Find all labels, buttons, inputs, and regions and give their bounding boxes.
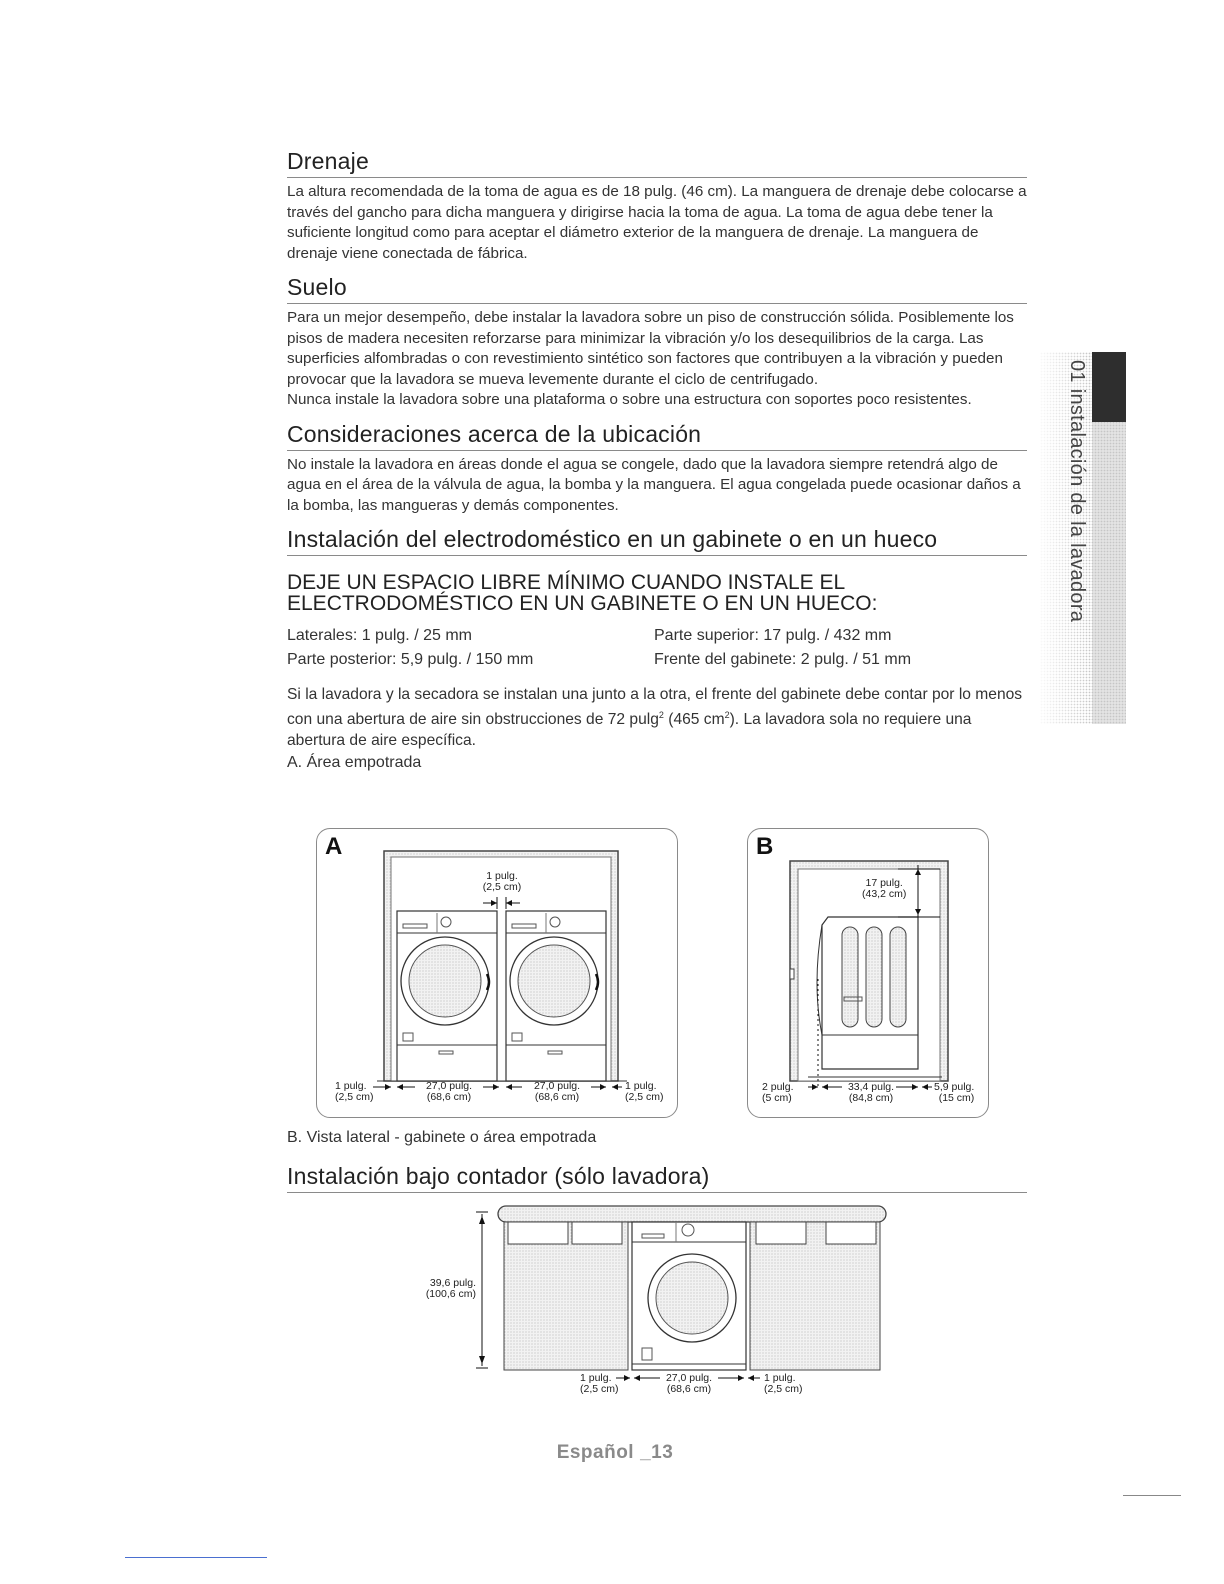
- figure-b-drawing: [748, 829, 988, 1117]
- spec-laterales: Laterales: 1 pulg. / 25 mm: [287, 627, 472, 644]
- figure-a-width-2: [527, 1081, 587, 1103]
- clearance-col-right: [654, 624, 1021, 672]
- figure-c-drawing: [420, 1202, 890, 1412]
- figure-c-height-in: 39,6 pulg.: [429, 1277, 476, 1289]
- figure-c-width-cm: (68,6 cm): [666, 1383, 712, 1395]
- section-title-ubicacion: Consideraciones acerca de la ubicación: [287, 421, 1027, 451]
- figure-a-left-dim-cm: (2,5 cm): [335, 1091, 374, 1103]
- clearance-col-left: [287, 624, 654, 672]
- figure-a-gap-top-cm: (2,5 cm): [482, 881, 522, 893]
- figure-b-rear-dim: [934, 1082, 974, 1104]
- figure-c-height-dim: [424, 1278, 476, 1300]
- figure-b-side-view: [747, 828, 989, 1118]
- chapter-tab-label: 01 instalación de la lavadora: [1066, 360, 1088, 623]
- figure-b-top-dim-in: 17 pulg.: [865, 877, 903, 889]
- air-sup-2: 2: [724, 710, 730, 720]
- figure-b-depth-dim-in: 33,4 pulg.: [847, 1081, 895, 1093]
- section-title-contador: Instalación bajo contador (sólo lavadora): [287, 1163, 1027, 1193]
- figure-a-right-dim-cm: (2,5 cm): [625, 1091, 664, 1103]
- air-text-b: (465 cm: [663, 711, 725, 729]
- spec-frente: Frente del gabinete: 2 pulg. / 51 mm: [654, 651, 912, 668]
- figure-c-right-cm: (2,5 cm): [764, 1383, 803, 1395]
- figure-a-right-dim: [625, 1081, 664, 1103]
- figure-b-front-dim-cm: (5 cm): [762, 1092, 792, 1104]
- figure-c-under-counter: [420, 1202, 890, 1412]
- spec-posterior: Parte posterior: 5,9 pulg. / 150 mm: [287, 651, 534, 668]
- figure-b-top-dim: [862, 878, 906, 900]
- figure-c-right-dim: [764, 1373, 803, 1395]
- figure-a-width-2-in: 27,0 pulg.: [533, 1080, 581, 1092]
- figure-a-width-1-in: 27,0 pulg.: [425, 1080, 473, 1092]
- section-title-drenaje: Drenaje: [287, 148, 1027, 178]
- figure-a-caption: A. Área empotrada: [287, 754, 422, 772]
- suelo-text-1: Para un mejor desempeño, debe instalar la lavadora sobre un piso de construcción sólida. Posiblemente los pisos de madera necesiten reforzarse para minimizar la vibración y/o los desequilibrios de la carga. Las superficies alfombradas o con revestimiento sintético son factores que contribuyen a la vibración y pueden provocar que la lavadora se mueva levemente durante el ciclo de centrifugado.: [287, 309, 1014, 388]
- figure-c-right-in: 1 pulg.: [764, 1372, 796, 1384]
- figure-a-recessed: [316, 828, 678, 1118]
- figure-a-gap-top-in: 1 pulg.: [486, 870, 518, 882]
- figure-a-gap-top: [477, 871, 527, 893]
- ubicacion-text: No instale la lavadora en áreas donde el agua se congele, dado que la lavadora siempre retendrá algo de agua en el área de la válvula de agua, la bomba y la manguera. El agua congelada puede ocasionar daños a la bomba, las mangueras y demás componentes.: [287, 455, 1021, 514]
- suelo-text-2: Nunca instale la lavadora sobre una plataforma o sobre una estructura con soportes poco resistentes.: [287, 391, 972, 408]
- footer-rule-left: [125, 1557, 267, 1558]
- figure-a-width-1-cm: (68,6 cm): [426, 1091, 472, 1103]
- figure-b-front-dim: [762, 1082, 794, 1104]
- clearance-heading-line1: DEJE UN ESPACIO LIBRE MÍNIMO CUANDO INSTALE EL: [287, 571, 846, 594]
- figure-c-width-in: 27,0 pulg.: [665, 1372, 713, 1384]
- figure-a-letter: A: [325, 833, 343, 860]
- figure-c-left-dim: [580, 1373, 619, 1395]
- figure-b-depth-dim-cm: (84,8 cm): [848, 1092, 894, 1104]
- drenaje-text: La altura recomendada de la toma de agua es de 18 pulg. (46 cm). La manguera de drenaje debe colocarse a través del gancho para dicha manguera y dirigirse hacia la toma de agua. La toma de agua debe tener la suficiente longitud como para aceptar el diámetro exterior de la manguera de drenaje. La manguera de drenaje viene conectada de fábrica.: [287, 183, 1027, 262]
- figure-b-letter: B: [756, 833, 774, 860]
- air-text-a: Si la lavadora y la secadora se instalan una junto a la otra, el frente del gabinete debe contar por lo menos con una abertura de aire sin obstrucciones de 72 pulg: [287, 686, 1023, 729]
- section-title-gabinete: Instalación del electrodoméstico en un gabinete o en un hueco: [287, 526, 1027, 556]
- clearance-specs: [287, 624, 1027, 672]
- figure-a-left-dim: [335, 1081, 374, 1103]
- footer-rule-right: [1123, 1495, 1181, 1496]
- figure-b-rear-dim-in: 5,9 pulg.: [934, 1081, 975, 1093]
- figure-b-caption: B. Vista lateral - gabinete o área empotrada: [287, 1129, 597, 1146]
- figure-b-rear-dim-cm: (15 cm): [938, 1092, 975, 1104]
- air-text-c: ). La lavadora sola no requiere una abertura de aire específica.: [287, 711, 972, 750]
- footer-language: Español: [556, 1442, 635, 1463]
- clearance-heading: [287, 572, 1027, 614]
- figure-a-width-2-cm: (68,6 cm): [534, 1091, 580, 1103]
- air-sup-1: 2: [658, 710, 664, 720]
- footer-page-number: _13: [640, 1442, 674, 1463]
- figure-a-left-dim-in: 1 pulg.: [335, 1080, 367, 1092]
- figure-c-height-cm: (100,6 cm): [425, 1288, 476, 1300]
- figure-c-width-dim: [660, 1373, 718, 1395]
- page-footer: [0, 1442, 1224, 1464]
- figure-c-left-cm: (2,5 cm): [580, 1383, 619, 1395]
- section-title-suelo: Suelo: [287, 274, 1027, 304]
- figure-b-depth-dim: [844, 1082, 898, 1104]
- figure-b-top-dim-cm: (43,2 cm): [862, 888, 907, 900]
- figure-b-front-dim-in: 2 pulg.: [762, 1081, 794, 1093]
- page-content: [287, 148, 1027, 772]
- clearance-heading-line2: ELECTRODOMÉSTICO EN UN GABINETE O EN UN HUECO:: [287, 592, 878, 615]
- figure-a-width-1: [419, 1081, 479, 1103]
- air-opening-text: [287, 684, 1027, 751]
- figure-c-left-in: 1 pulg.: [580, 1372, 612, 1384]
- spec-superior: Parte superior: 17 pulg. / 432 mm: [654, 627, 892, 644]
- figure-a-right-dim-in: 1 pulg.: [625, 1080, 657, 1092]
- lower-content: [287, 1126, 1027, 1193]
